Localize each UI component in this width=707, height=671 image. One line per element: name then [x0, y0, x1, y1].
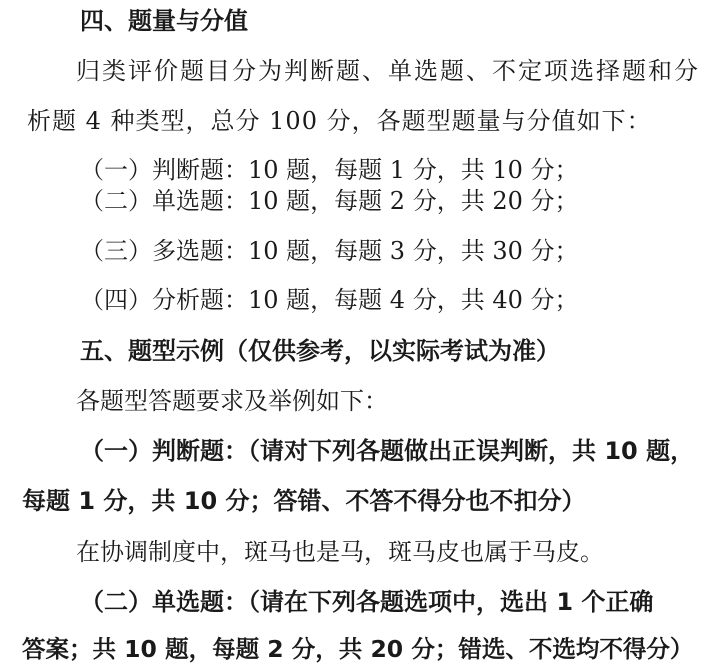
section-heading-4: 四、题量与分值 — [80, 7, 248, 35]
list-item-analysis: （四）分析题：10 题，每题 4 分，共 40 分； — [80, 286, 579, 314]
single-choice-instruction-line-1: （二）单选题：（请在下列各题选项中，选出 1 个正确 — [80, 588, 654, 616]
true-false-instruction-line-2: 每题 1 分，共 10 分；答错、不答不得分也不扣分） — [22, 487, 586, 515]
list-item-single-choice: （二）单选题：10 题，每题 2 分，共 20 分； — [80, 187, 579, 215]
section-heading-5: 五、题型示例（仅供参考，以实际考试为准） — [80, 337, 560, 365]
list-item-multiple-choice: （三）多选题：10 题，每题 3 分，共 30 分； — [80, 237, 579, 265]
types-intro-text: 各题型答题要求及举例如下： — [76, 387, 388, 415]
intro-paragraph-line-2: 析题 4 种类型，总分 100 分，各题型题量与分值如下： — [27, 107, 652, 135]
list-item-true-false: （一）判断题：10 题，每题 1 分，共 10 分； — [80, 156, 579, 184]
intro-paragraph-line-1: 归类评价题目分为判断题、单选题、不定项选择题和分 — [76, 57, 700, 85]
true-false-instruction-line-1: （一）判断题：（请对下列各题做出正误判断，共 10 题， — [80, 437, 695, 465]
single-choice-instruction-line-2: 答案；共 10 题，每题 2 分，共 20 分；错选、不选均不得分） — [22, 635, 694, 663]
true-false-example: 在协调制度中，斑马也是马，斑马皮也属于马皮。 — [76, 538, 604, 566]
